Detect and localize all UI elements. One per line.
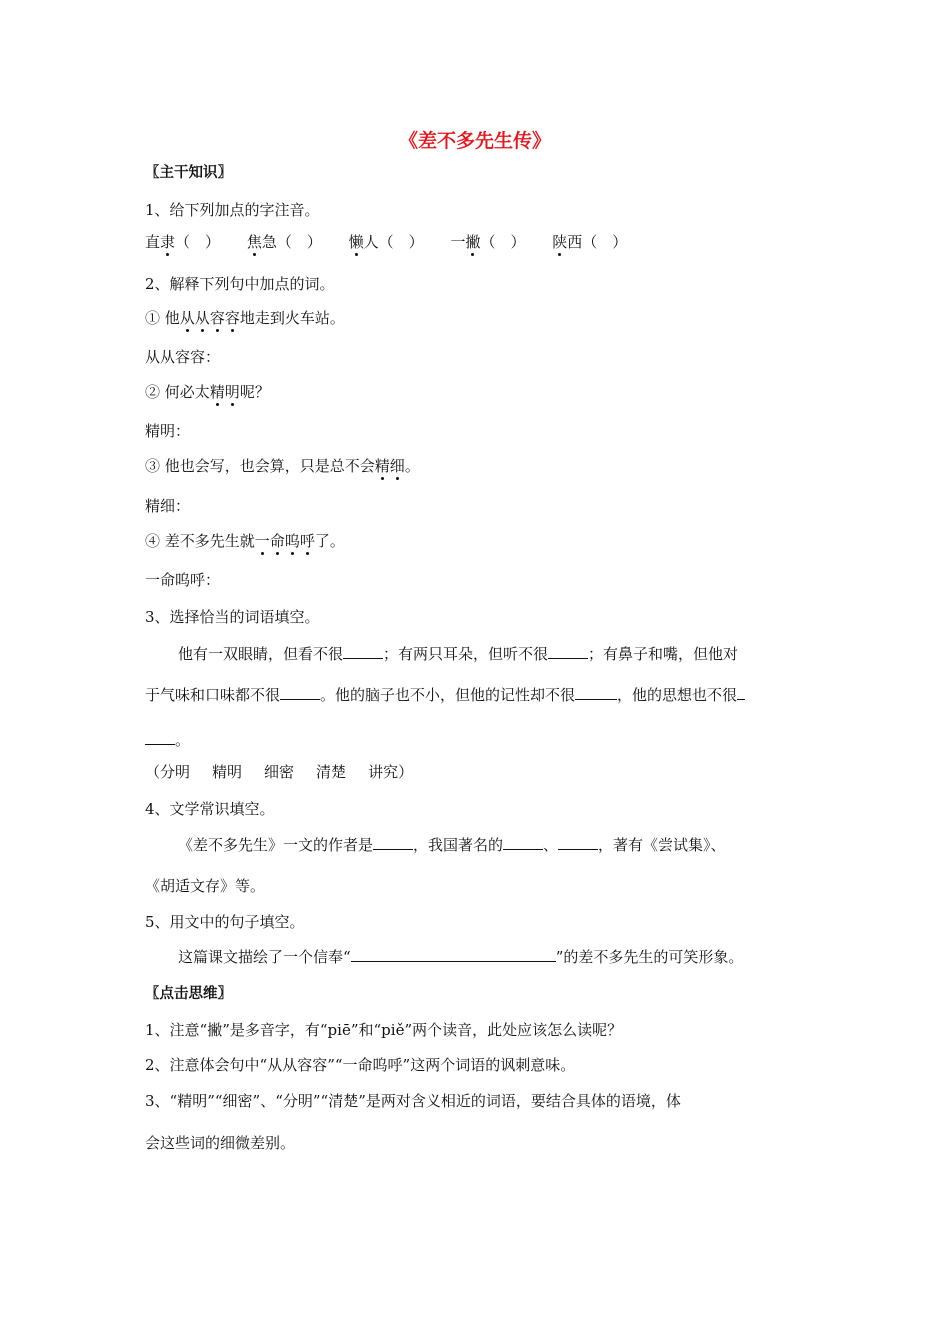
blank-field[interactable] (373, 835, 413, 850)
blank-field[interactable] (575, 685, 617, 700)
tip-1: 1、注意“撇”是多音字，有“piē”和“piě”两个读音，此处应该怎么读呢？ (145, 1021, 623, 1039)
q3-paragraph-line-1: 他有一双眼睛，但看不很 ；有两只耳朵，但听不很 ；有鼻子和嘴，但他对 (178, 645, 739, 663)
question-1-prompt: 1、给下列加点的字注音。 (145, 201, 320, 219)
q3-paragraph-line-3: 。 (145, 730, 190, 750)
q3-paragraph-line-2: 于气味和口味都不很 。他的脑子也不小，但他的记性却不很 ，他的思想也不很 (145, 685, 745, 705)
q3-word-options: （分明 精明 细密 清楚 讲究） (145, 763, 414, 781)
q2-sentence-1: ① 他从从容容地走到火车站。 (145, 309, 345, 327)
blank-field[interactable] (558, 835, 598, 850)
question-1-items (145, 232, 627, 252)
question-4-prompt: 4、文学常识填空。 (145, 800, 275, 818)
blank-field[interactable] (280, 685, 320, 700)
q2-sentence-3: ③ 他也会写，也会算，只是总不会精细。 (145, 457, 420, 475)
blank-field[interactable] (351, 947, 556, 962)
q1-item-3: 懒人（ ） (348, 233, 424, 251)
blank-field[interactable] (145, 730, 175, 745)
q2-answer-label-4: 一命呜呼： (145, 571, 221, 589)
q1-item-5: 陕西（ ） (552, 233, 628, 251)
q2-sentence-2: ② 何必太精明呢？ (145, 383, 270, 401)
tip-2: 2、注意体会句中“从从容容”“一命呜呼”这两个词语的讽刺意味。 (145, 1056, 576, 1074)
q4-paragraph-line-1: 《差不多先生》一文的作者是 ，我国著名的 、 ，著有《尝试集》、 (178, 836, 726, 854)
q2-answer-label-3: 精细： (145, 497, 191, 515)
question-3-prompt: 3、选择恰当的词语填空。 (145, 608, 320, 626)
q4-paragraph-line-2: 《胡适文存》等。 (145, 877, 266, 895)
section-heading-main-knowledge: 〖主干知识〗 (145, 165, 232, 181)
document-title: 《差不多先生传》 (398, 130, 551, 152)
q1-item-4: 一撇（ ） (450, 233, 526, 251)
q1-item-1: 直隶（ ） (145, 233, 221, 251)
q2-sentence-4: ④ 差不多先生就一命呜呼了。 (145, 532, 345, 550)
blank-field[interactable] (548, 644, 588, 659)
question-2-prompt: 2、解释下列句中加点的词。 (145, 275, 335, 293)
q2-answer-label-1: 从从容容： (145, 348, 221, 366)
blank-field[interactable] (737, 685, 745, 700)
tip-3-continued: 会这些词的细微差别。 (145, 1134, 296, 1152)
q5-sentence: 这篇课文描绘了一个信奉“ ”的差不多先生的可笑形象。 (178, 948, 744, 966)
tip-3: 3、“精明”“细密”、“分明”“清楚”是两对含义相近的词语，要结合具体的语境，体 (145, 1092, 681, 1110)
blank-field[interactable] (503, 835, 543, 850)
q1-item-2: 焦急（ ） (246, 233, 322, 251)
blank-field[interactable] (343, 644, 383, 659)
section-heading-thinking: 〖点击思维〗 (145, 986, 232, 1002)
q2-answer-label-2: 精明： (145, 422, 191, 440)
question-5-prompt: 5、用文中的句子填空。 (145, 913, 305, 931)
